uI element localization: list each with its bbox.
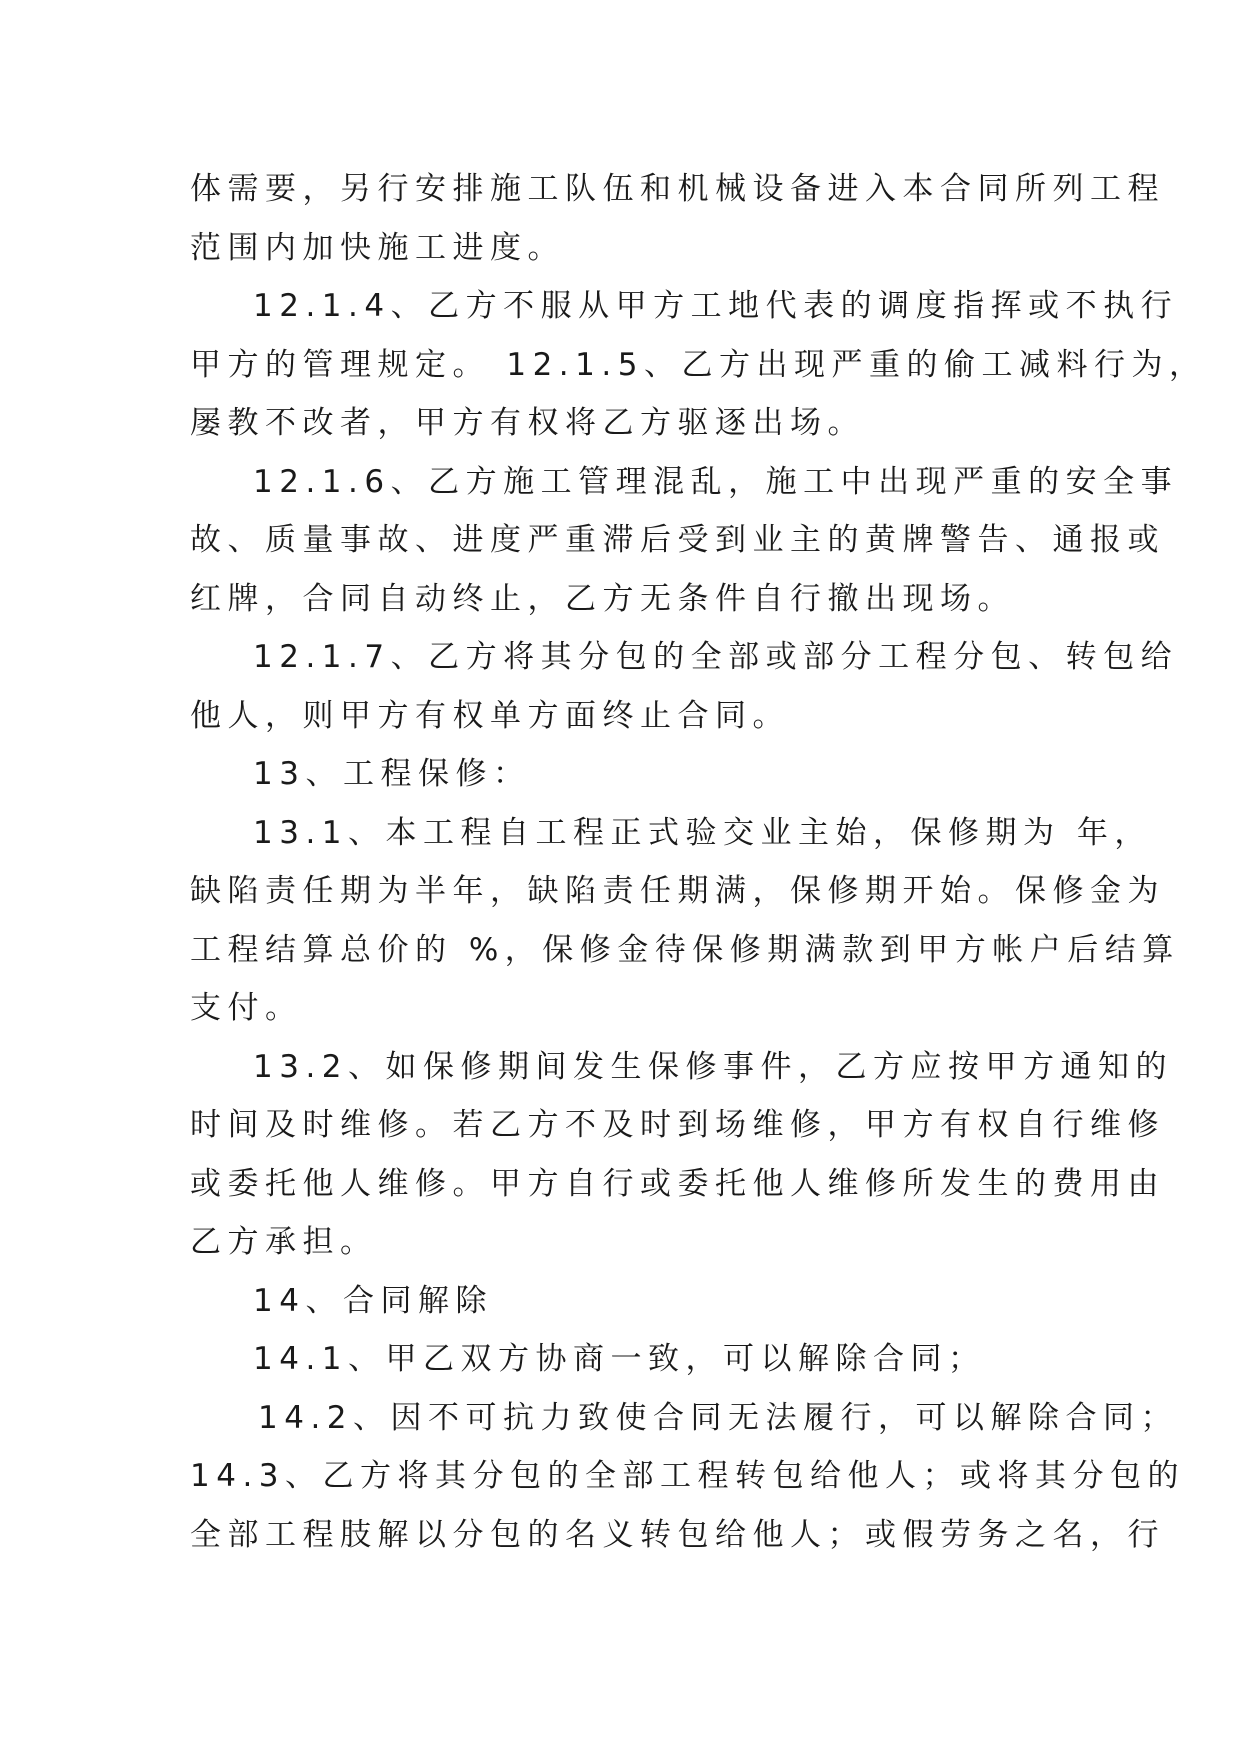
- text-line: 范围内加快施工进度。: [190, 229, 565, 266]
- text-line: 红牌，合同自动终止，乙方无条件自行撤出现场。: [190, 580, 1015, 617]
- text-line: 支付。: [190, 990, 303, 1026]
- text-line: 他人，则甲方有权单方面终止合同。: [190, 697, 790, 734]
- text-line: 12.1.6、乙方施工管理混乱，施工中出现严重的安全事: [253, 463, 1179, 500]
- section-heading: 14、合同解除: [253, 1282, 493, 1319]
- text-line: 甲方的管理规定。 12.1.5、乙方出现严重的偷工减料行为，: [190, 346, 1207, 383]
- text-line: 体需要，另行安排施工队伍和机械设备进入本合同所列工程: [190, 171, 1165, 207]
- text-line: 故、质量事故、进度严重滞后受到业主的黄牌警告、通报或: [190, 522, 1165, 558]
- document-body: [190, 160, 1207, 1564]
- text-line: 14.1、甲乙双方协商一致，可以解除合同；: [253, 1341, 986, 1377]
- text-line: 时间及时维修。若乙方不及时到场维修，甲方有权自行维修: [190, 1107, 1165, 1143]
- text-line: 缺陷责任期为半年，缺陷责任期满，保修期开始。保修金为: [190, 873, 1165, 909]
- text-line: 12.1.4、乙方不服从甲方工地代表的调度指挥或不执行: [253, 288, 1179, 324]
- text-line: 12.1.7、乙方将其分包的全部或部分工程分包、转包给: [253, 639, 1179, 675]
- text-line: 屡教不改者，甲方有权将乙方驱逐出场。: [190, 405, 865, 441]
- text-line: 14.3、乙方将其分包的全部工程转包给他人；或将其分包的: [190, 1458, 1186, 1494]
- text-line: 或委托他人维修。甲方自行或委托他人维修所发生的费用由: [190, 1165, 1165, 1202]
- text-line: 14.2、因不可抗力致使合同无法履行，可以解除合同；: [258, 1399, 1179, 1436]
- text-line: 13.1、本工程自工程正式验交业主始，保修期为 年，: [253, 814, 1152, 851]
- text-line: 工程结算总价的 %，保修金待保修期满款到甲方帐户后结算: [190, 931, 1180, 968]
- text-line: 全部工程肢解以分包的名义转包给他人；或假劳务之名，行: [190, 1516, 1165, 1553]
- text-line: 乙方承担。: [190, 1224, 378, 1260]
- section-heading: 13、工程保修：: [253, 756, 531, 792]
- text-line: 13.2、如保修期间发生保修事件，乙方应按甲方通知的: [253, 1048, 1174, 1085]
